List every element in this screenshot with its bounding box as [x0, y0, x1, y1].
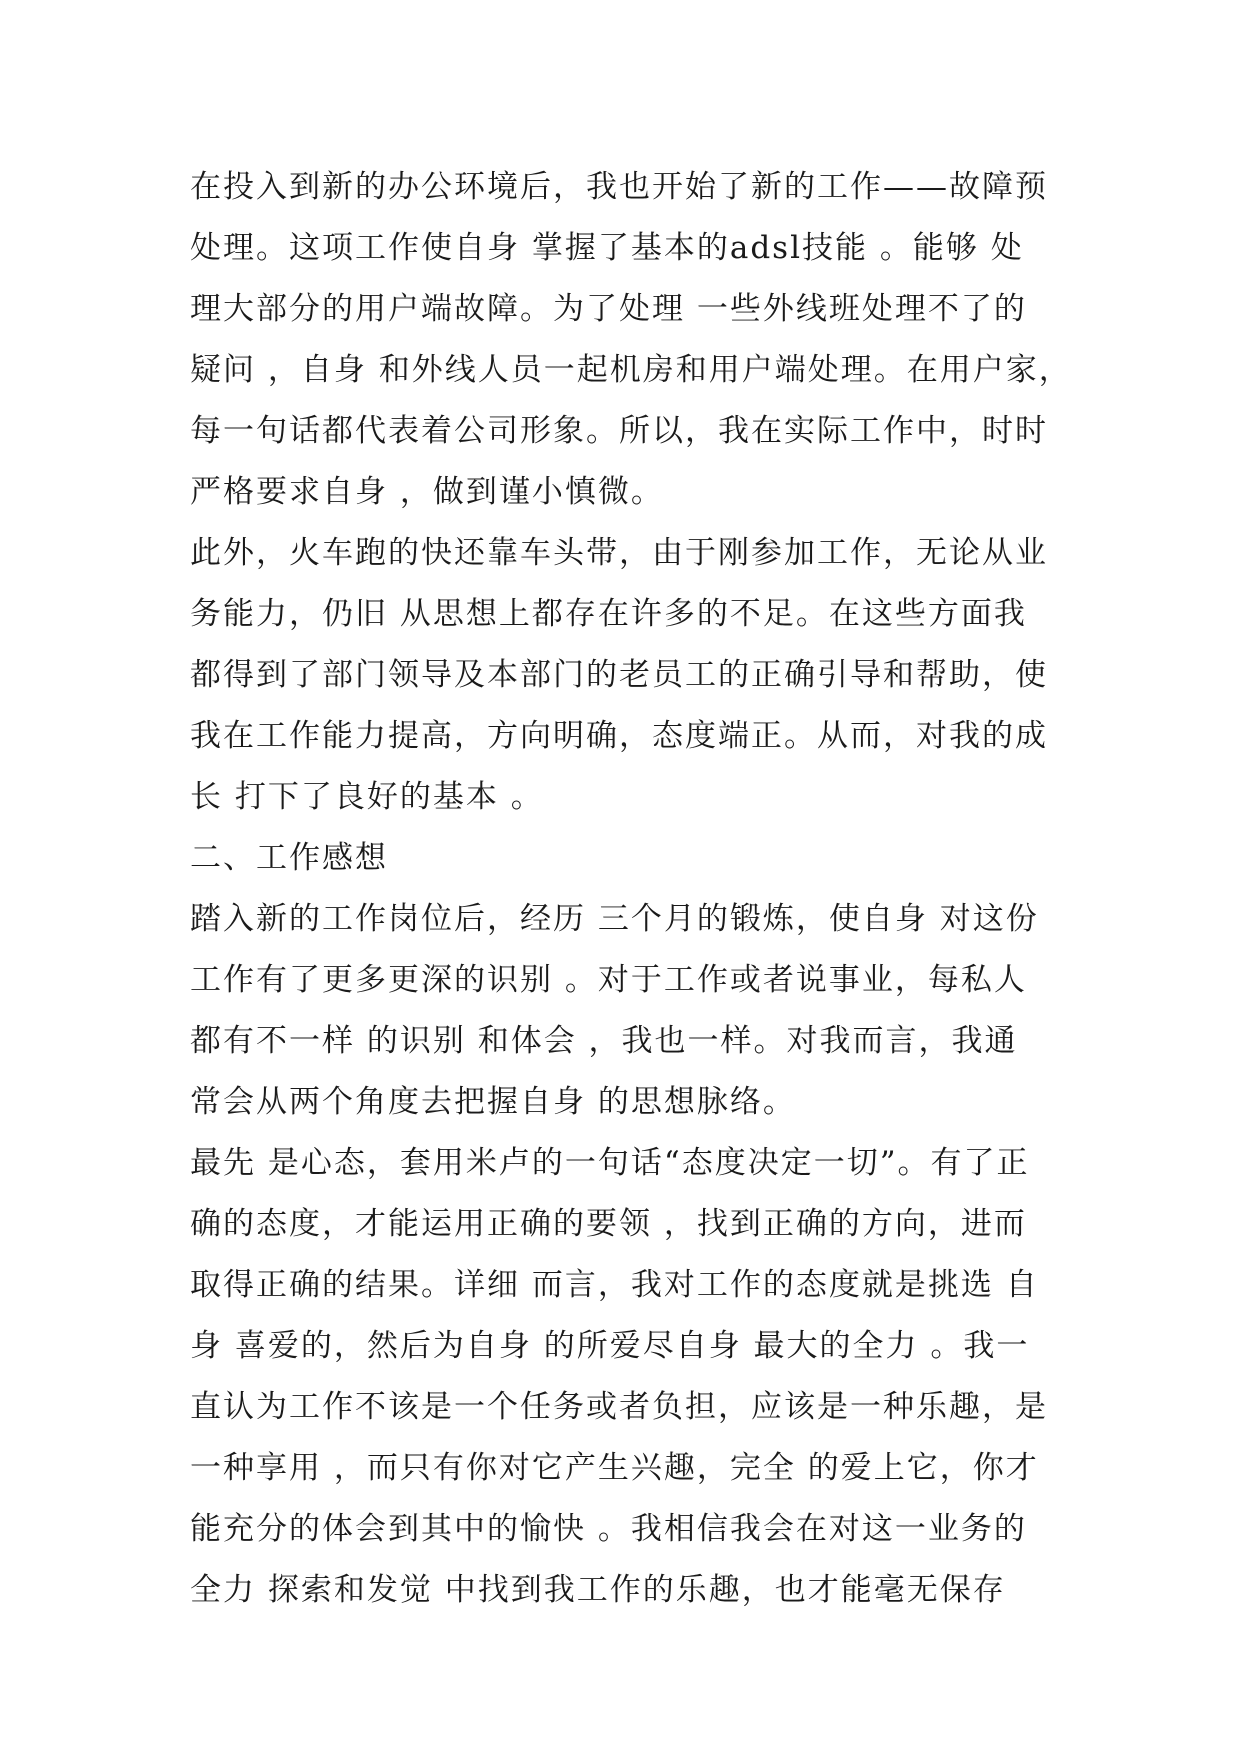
text-line: 确的态度，才能运用正确的要领 ，找到正确的方向，进而 — [190, 1206, 1027, 1242]
text-line: 理大部分的用户端故障。为了处理 一些外线班处理不了的 — [190, 291, 1027, 327]
text-line: 一种享用 ，而只有你对它产生兴趣，完全 的爱上它，你才 — [190, 1450, 1039, 1486]
text-line: 取得正确的结果。详细 而言，我对工作的态度就是挑选 自 — [190, 1267, 1039, 1303]
text-line: 此外，火车跑的快还靠车头带，由于刚参加工作，无论从业 — [190, 535, 1048, 571]
text-line: 都有不一样 的识别 和体会 ，我也一样。对我而言，我通 — [190, 1023, 1018, 1059]
section-heading: 二、工作感想 — [190, 840, 388, 876]
text-line: 工作有了更多更深的识别 。对于工作或者说事业，每私人 — [190, 962, 1027, 998]
text-line: 能充分的体会到其中的愉快 。我相信我会在对这一业务的 — [190, 1511, 1027, 1547]
text-line: 疑问 ，自身 和外线人员一起机房和用户端处理。在用户家， — [190, 352, 1072, 388]
text-line: 处理。这项工作使自身 掌握了基本的adsl技能 。能够 处 — [190, 230, 1024, 266]
text-line: 务能力，仍旧 从思想上都存在许多的不足。在这些方面我 — [190, 596, 1027, 632]
text-line: 最先 是心态，套用米卢的一句话“态度决定一切”。有了正 — [190, 1145, 1030, 1181]
text-line: 全力 探索和发觉 中找到我工作的乐趣，也才能毫无保存 — [190, 1572, 1006, 1608]
document-body — [190, 157, 1072, 1621]
text-line: 身 喜爱的，然后为自身 的所爱尽自身 最大的全力 。我一 — [190, 1328, 1030, 1364]
text-line: 踏入新的工作岗位后，经历 三个月的锻炼，使自身 对这份 — [190, 901, 1039, 937]
text-line: 长 打下了良好的基本 。 — [190, 779, 544, 815]
text-line: 直认为工作不该是一个任务或者负担，应该是一种乐趣，是 — [190, 1389, 1048, 1425]
text-line: 严格要求自身 ，做到谨小慎微。 — [190, 474, 664, 510]
text-line: 在投入到新的办公环境后，我也开始了新的工作——故障预 — [190, 169, 1048, 205]
text-line: 常会从两个角度去把握自身 的思想脉络。 — [190, 1084, 796, 1120]
text-line: 每一句话都代表着公司形象。所以，我在实际工作中，时时 — [190, 413, 1048, 449]
text-line: 我在工作能力提高，方向明确，态度端正。从而，对我的成 — [190, 718, 1048, 754]
text-line: 都得到了部门领导及本部门的老员工的正确引导和帮助，使 — [190, 657, 1048, 693]
